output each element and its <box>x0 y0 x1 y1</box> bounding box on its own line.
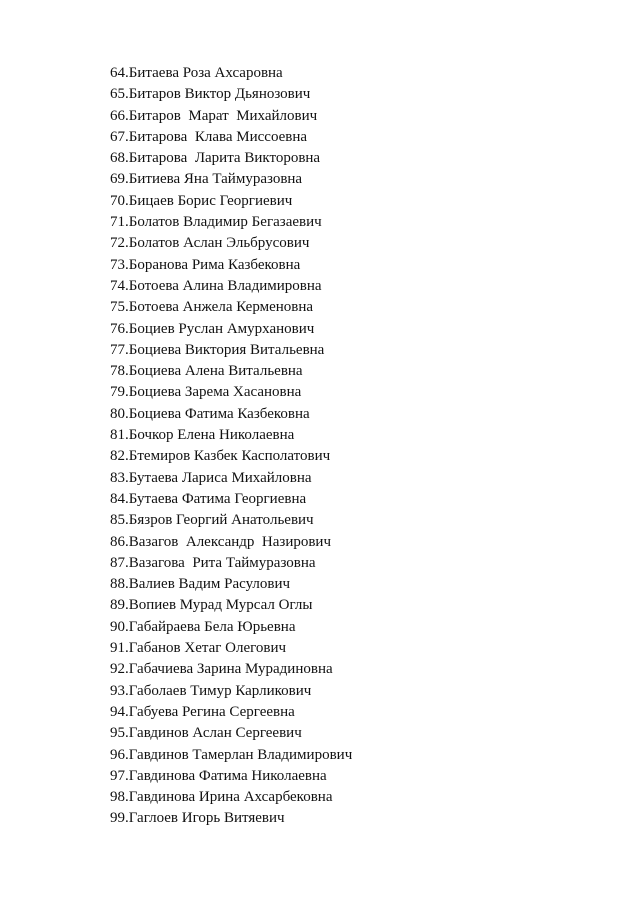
list-item: 65.Битаров Виктор Дьянозович <box>110 86 311 103</box>
list-item: 82.Бтемиров Казбек Касполатович <box>110 448 331 465</box>
list-item: 75.Ботоева Анжела Керменовна <box>110 299 314 316</box>
list-item: 80.Боциева Фатима Казбековна <box>110 405 310 422</box>
list-item: 99.Гаглоев Игорь Витяевич <box>110 810 285 827</box>
list-item: 70.Бицаев Борис Георгиевич <box>110 192 293 209</box>
list-item: 67.Битарова Клава Миссоевна <box>110 128 308 145</box>
list-item: 91.Габанов Хетаг Олегович <box>110 640 287 657</box>
list-item: 72.Болатов Аслан Эльбрусович <box>110 235 310 252</box>
list-item: 73.Боранова Рима Казбековна <box>110 256 301 273</box>
list-item: 84.Бутаева Фатима Георгиевна <box>110 490 307 507</box>
list-item: 96.Гавдинов Тамерлан Владимирович <box>110 746 353 763</box>
list-item: 86.Вазагов Александр Назирович <box>110 533 332 550</box>
list-item: 77.Боциева Виктория Витальевна <box>110 341 325 358</box>
list-item: 97.Гавдинова Фатима Николаевна <box>110 767 327 784</box>
list-item: 87.Вазагова Рита Таймуразовна <box>110 554 316 571</box>
list-item: 66.Битаров Марат Михайлович <box>110 107 318 124</box>
list-item: 78.Боциева Алена Витальевна <box>110 363 303 380</box>
list-item: 88.Валиев Вадим Расулович <box>110 576 291 593</box>
list-item: 92.Габачиева Зарина Мурадиновна <box>110 661 333 678</box>
list-item: 94.Габуева Регина Сергеевна <box>110 703 295 720</box>
list-item: 74.Ботоева Алина Владимировна <box>110 277 322 294</box>
list-item: 71.Болатов Владимир Бегазаевич <box>110 214 322 231</box>
list-item: 85.Бязров Георгий Анатольевич <box>110 512 314 529</box>
list-item: 98.Гавдинова Ирина Ахсарбековна <box>110 789 333 806</box>
name-list <box>110 63 352 830</box>
list-item: 76.Боциев Руслан Амурханович <box>110 320 315 337</box>
list-item: 68.Битарова Ларита Викторовна <box>110 150 321 167</box>
list-item: 93.Габолаев Тимур Карликович <box>110 682 312 699</box>
list-item: 83.Бутаева Лариса Михайловна <box>110 469 312 486</box>
list-item: 79.Боциева Зарема Хасановна <box>110 384 302 401</box>
list-item: 90.Габайраева Бела Юрьевна <box>110 618 296 635</box>
list-item: 64.Битаева Роза Ахсаровна <box>110 65 283 81</box>
list-item: 69.Битиева Яна Таймуразовна <box>110 171 303 188</box>
list-item: 81.Бочкор Елена Николаевна <box>110 427 295 444</box>
list-item: 89.Вопиев Мурад Мурсал Оглы <box>110 597 313 614</box>
list-item: 95.Гавдинов Аслан Сергеевич <box>110 725 302 742</box>
